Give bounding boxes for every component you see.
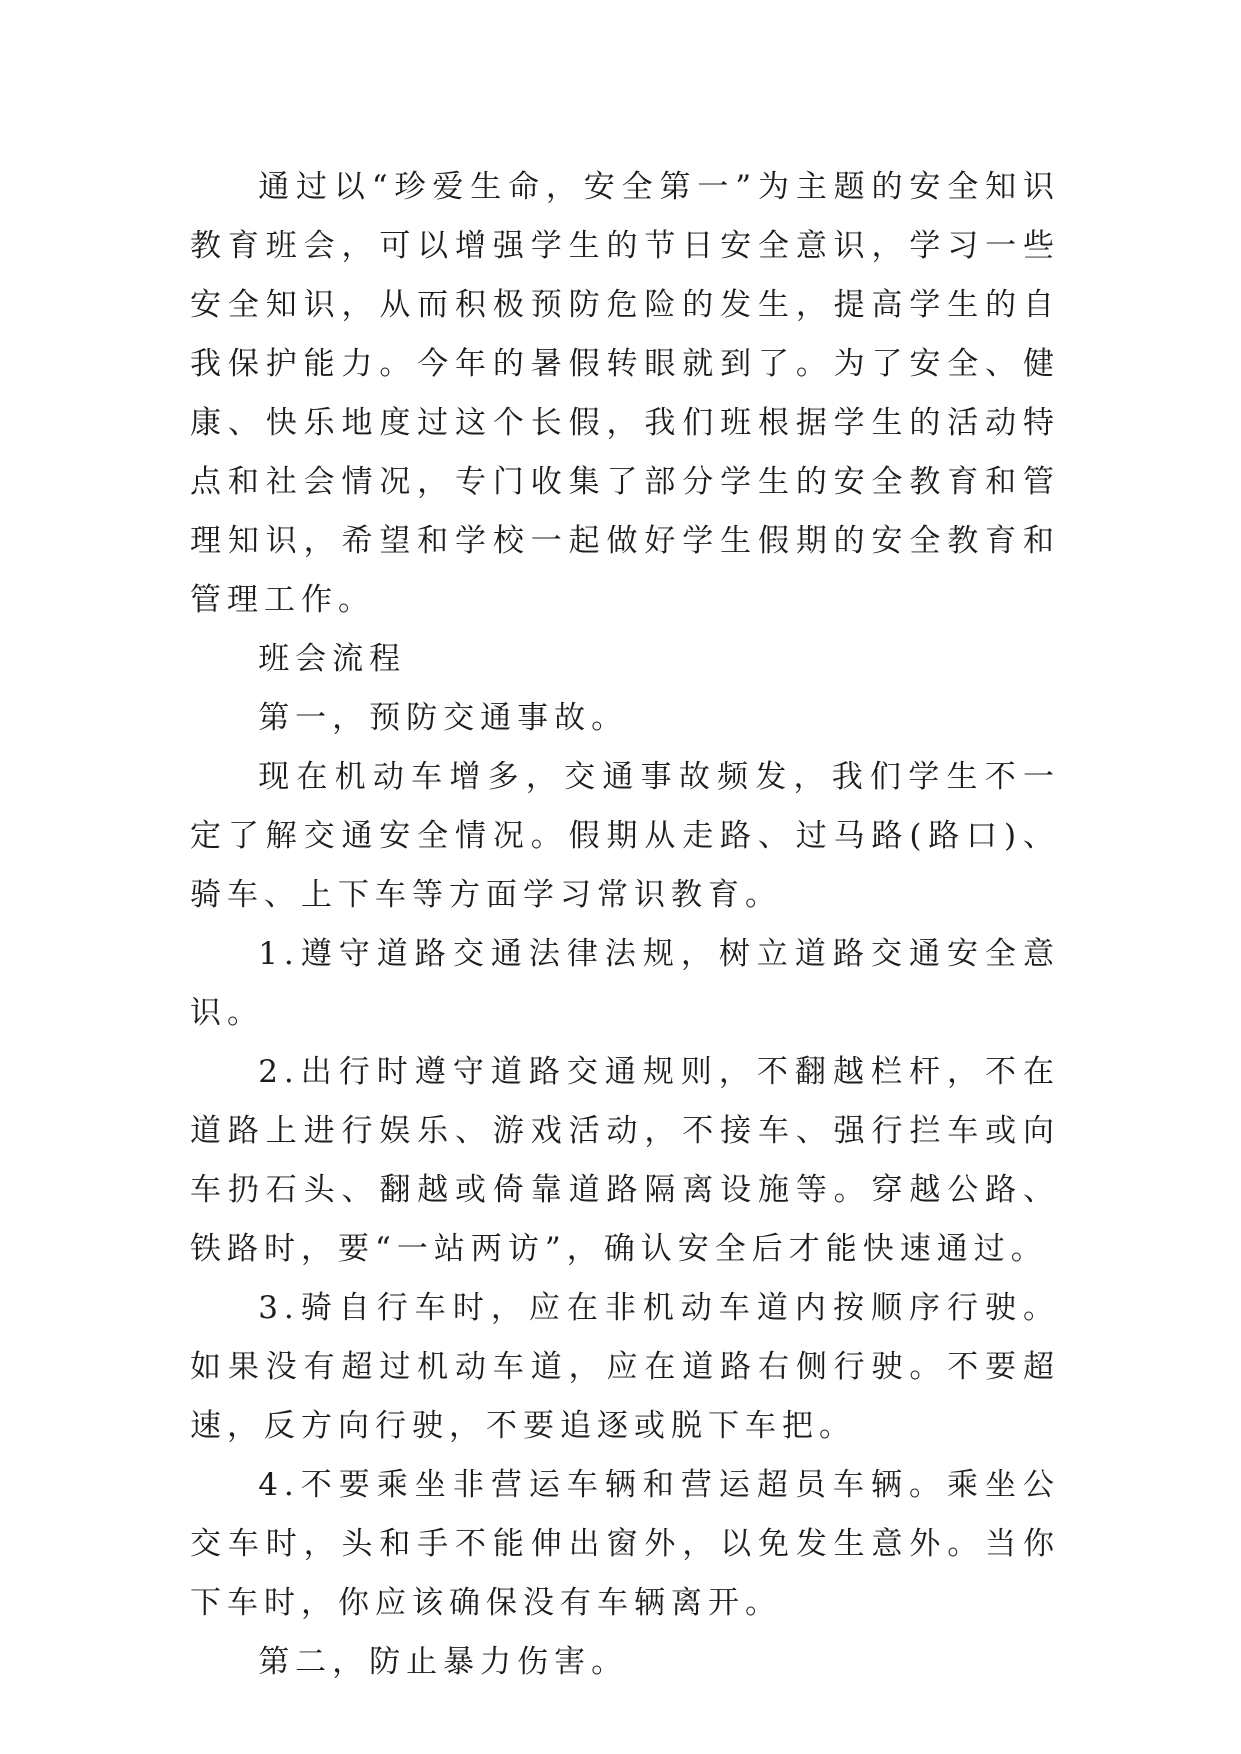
traffic-intro-paragraph: 现在机动车增多，交通事故频发，我们学生不一定了解交通安全情况。假期从走路、过马路(路口)、骑车、上下车等方面学习常识教育。 [190,759,1060,913]
traffic-rule-1: 1.遵守道路交通法律法规，树立道路交通安全意识。 [190,936,1060,1031]
traffic-rule-4: 4.不要乘坐非营运车辆和营运超员车辆。乘坐公交车时，头和手不能伸出窗外，以免发生意外。当你下车时，你应该确保没有车辆离开。 [190,1467,1060,1621]
traffic-rule-2: 2.出行时遵守道路交通规则，不翻越栏杆，不在道路上进行娱乐、游戏活动，不接车、强行拦车或向车扔石头、翻越或倚靠道路隔离设施等。穿越公路、铁路时，要“一站两访”，确认安全后才能快速通过。 [190,1054,1060,1267]
section-heading-traffic: 第一，预防交通事故。 [258,700,629,736]
section-heading-meeting-process: 班会流程 [258,641,407,677]
intro-paragraph: 通过以“珍爱生命，安全第一”为主题的安全知识教育班会，可以增强学生的节日安全意识，学习一些安全知识，从而积极预防危险的发生，提高学生的自我保护能力。今年的暑假转眼就到了。为了安全、健康、快乐地度过这个长假，我们班根据学生的活动特点和社会情况，专门收集了部分学生的安全教育和管理知识，希望和学校一起做好学生假期的安全教育和管理工作。 [190,169,1060,618]
section-heading-violence: 第二，防止暴力伤害。 [258,1644,629,1680]
traffic-rule-3: 3.骑自行车时，应在非机动车道内按顺序行驶。如果没有超过机动车道，应在道路右侧行驶。不要超速，反方向行驶，不要追逐或脱下车把。 [190,1290,1060,1444]
document-body [190,158,1060,1692]
